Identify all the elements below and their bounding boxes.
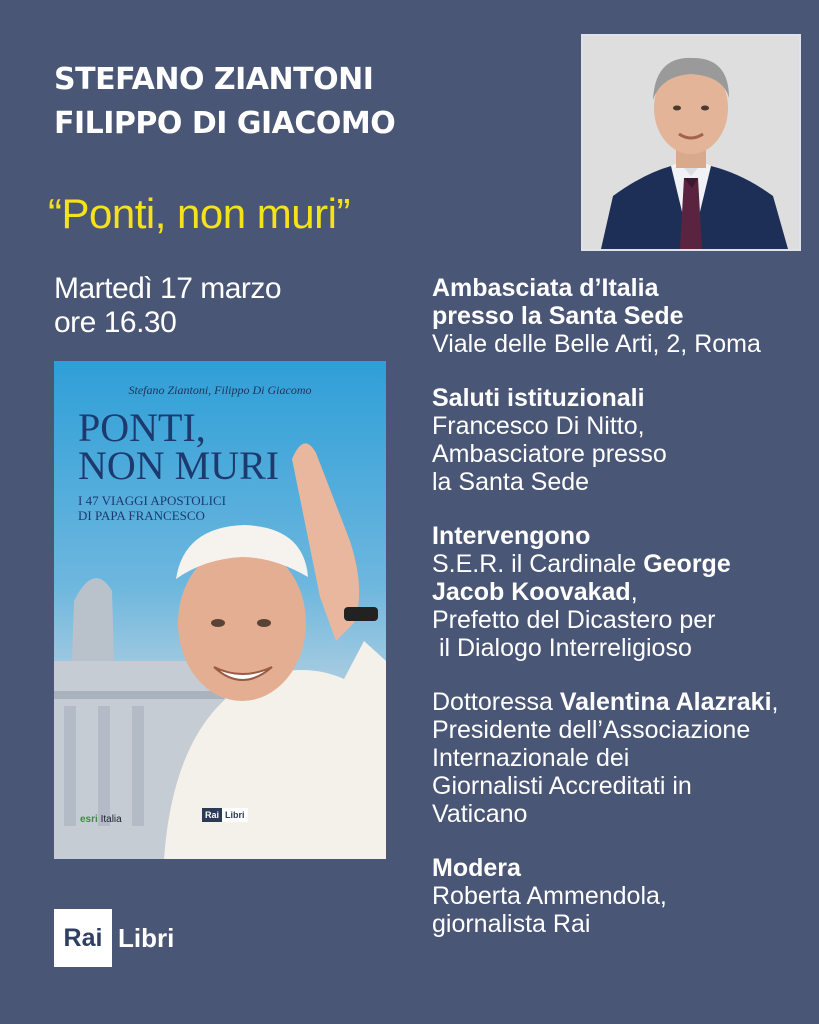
venue-name: presso la Santa Sede	[432, 302, 684, 330]
portrait-illustration	[583, 36, 799, 249]
speaker-comma: ,	[630, 578, 638, 606]
cover-rai-text: Rai	[202, 808, 222, 822]
venue-address: Viale delle Belle Arti, 2, Roma	[432, 330, 761, 358]
event-date: Martedì 17 marzo	[54, 272, 282, 305]
venue-name: Ambasciata d’Italia	[432, 274, 659, 302]
event-datetime	[54, 272, 281, 340]
cover-subtitle	[78, 493, 226, 523]
greetings-line: Ambasciatore presso	[432, 440, 667, 468]
moderator-line: Roberta Ammendola,	[432, 882, 667, 910]
book-cover	[54, 361, 386, 859]
speaker-prefix: Dottoressa	[432, 688, 560, 716]
cover-title	[78, 405, 280, 488]
cover-rai-logo	[202, 808, 248, 822]
cover-subtitle-line: I 47 VIAGGI APOSTOLICI	[78, 493, 226, 508]
moderator-line: giornalista Rai	[432, 910, 591, 938]
cover-authors: Stefano Ziantoni, Filippo Di Giacomo	[128, 383, 312, 397]
speaker-role: Prefetto del Dicastero per	[432, 606, 716, 634]
author-photo	[581, 34, 801, 251]
speaker-line	[432, 578, 812, 606]
speaker-name: Jacob Koovakad	[432, 578, 631, 606]
speaker-prefix: S.E.R. il Cardinale	[432, 550, 644, 578]
cover-libri-text: Libri	[222, 808, 248, 822]
speaker-comma: ,	[771, 688, 779, 716]
esri-suffix: Italia	[100, 814, 122, 825]
speaker-role: Presidente dell’Associazione	[432, 716, 751, 744]
moderator-block	[432, 854, 812, 938]
event-details	[432, 274, 812, 964]
speaker-role: Giornalisti Accreditati in	[432, 772, 692, 800]
speakers-block	[432, 522, 812, 662]
speaker-line	[432, 550, 812, 578]
rai-logo-box: Rai	[54, 909, 112, 967]
speaker-line	[432, 688, 812, 716]
greetings-block	[432, 384, 812, 496]
book-title: “Ponti, non muri”	[48, 190, 350, 237]
greetings-line: la Santa Sede	[432, 468, 590, 496]
esri-logo	[80, 814, 122, 825]
author-name: FILIPPO DI GIACOMO	[54, 106, 396, 141]
event-time: ore 16.30	[54, 306, 177, 339]
rai-libri-logo	[54, 909, 174, 967]
venue-block	[432, 274, 812, 358]
speaker-name: George	[643, 550, 731, 578]
speaker-role: Vaticano	[432, 800, 528, 828]
section-heading: Saluti istituzionali	[432, 384, 645, 412]
speaker-role: Internazionale dei	[432, 744, 630, 772]
cover-subtitle-line: DI PAPA FRANCESCO	[78, 508, 205, 523]
esri-mark: esri	[80, 814, 98, 825]
section-heading: Modera	[432, 854, 521, 882]
greetings-line: Francesco Di Nitto,	[432, 412, 645, 440]
speaker-name: Valentina Alazraki	[559, 688, 772, 716]
author-name: STEFANO ZIANTONI	[54, 62, 374, 97]
authors-block	[54, 58, 395, 146]
speaker-role: il Dialogo Interreligioso	[432, 634, 692, 662]
cover-title-line: PONTI,	[78, 405, 206, 450]
section-heading: Intervengono	[432, 522, 591, 550]
cover-title-line: NON MURI	[78, 443, 280, 488]
libri-logo-text: Libri	[118, 922, 175, 953]
speaker2-block	[432, 688, 812, 828]
